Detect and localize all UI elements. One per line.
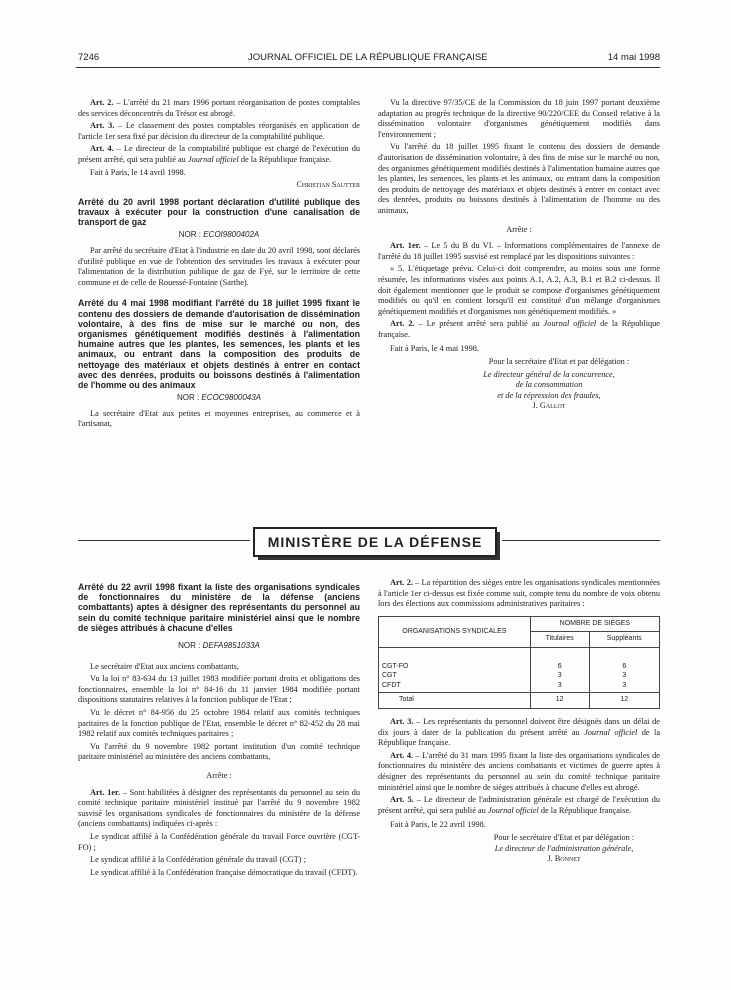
article-text: – L'arrêté du 21 mars 1996 portant réorganisation de postes comptables des services déconcentrés du Trésor est abrogé. — [78, 98, 360, 118]
suppleants-value: 3 — [622, 672, 627, 680]
article-label: Art. 2. — [390, 578, 413, 587]
nor-label: NOR : — [178, 641, 203, 651]
seats-table — [378, 616, 660, 709]
nor-reference — [78, 393, 360, 404]
article-label: Art. 3. — [90, 121, 115, 131]
article-text: – Le 5 du B du VI. – Informations complémentaires de l'annexe de l'arrêté du 18 juillet 1995 susvisé est remplacé par les dispositions suivantes : — [378, 241, 660, 261]
table-total-row — [379, 693, 660, 709]
column-top-left — [78, 98, 360, 432]
column-bottom-left — [78, 578, 360, 880]
nor-label: NOR : — [176, 393, 202, 403]
visa-paragraph: Vu le décret n° 84-956 du 25 octobre 1984 relatif aux comités techniques paritaires de la fonction publique de l'Etat, ensemble le décret n° 82-452 du 28 mai 1982 relatif aux comités techniques paritaires ; — [78, 707, 360, 739]
article-label: Art. 1er. — [390, 241, 421, 251]
nor-label: NOR : — [178, 230, 204, 240]
visa-paragraph: Vu l'arrêté du 9 novembre 1982 portant institution d'un comité technique paritaire ministériel au ministère des anciens combattants, — [78, 741, 360, 762]
header-rule — [76, 67, 660, 68]
nor-reference — [78, 230, 360, 241]
article-text: – Les représentants du personnel doivent être désignés dans un délai de dix jours à dater de la publication du présent arrêté au — [378, 717, 660, 737]
org-name: CGT — [382, 672, 397, 680]
decree-title: Arrêté du 4 mai 1998 modifiant l'arrêté du 18 juillet 1995 fixant le contenu des dossiers de demande d'autorisation de dissémination volontaire, à des fins de mise sur le marché ou non, des organismes génétiquement modifiés destinés à l'alimentation humaine autres que les plantes, les semences, les plants et les animaux, ou entrant dans la composition des produits de nettoyage des matériaux et objets destinés à entrer en contact avec des denrées, produits ou boissons destinés à l'alimentation de l'homme ou des animaux — [78, 298, 360, 390]
column-top-right — [378, 98, 660, 414]
total-label: Total — [379, 693, 531, 709]
nor-reference — [78, 641, 360, 652]
article-label: Art. 2. — [390, 319, 415, 329]
done-at: Fait à Paris, le 22 avril 1998. — [390, 820, 486, 830]
nor-code: ECOC9800043A — [201, 393, 262, 403]
nor-code: ECOI9800402A — [203, 230, 260, 240]
nor-code: DEFA9851033A — [202, 641, 260, 651]
journal-ref: Journal officiel — [584, 727, 638, 737]
article-label: Art. 1er. — [90, 787, 121, 797]
journal-ref: Journal officiel — [543, 319, 597, 329]
article-text: de la République française. — [378, 727, 660, 748]
article-text: – La répartition des sièges entre les organisations syndicales mentionnées à l'article 1er ci-dessus est fixée comme suit, compte tenu du nombre de voix obtenu lors des élections aux commissions administratives paritaires : — [378, 578, 661, 609]
total-titulaires: 12 — [530, 693, 589, 709]
article-text: – Le directeur de l'administration générale est chargé de l'exécution du présent arrêté, qui sera publié au — [378, 795, 660, 815]
suppleants-value: 6 — [622, 662, 627, 670]
article-label: Art. 4. — [390, 750, 414, 760]
column-header: Suppléants — [589, 632, 659, 648]
signatory-title: de la consommation — [515, 380, 583, 390]
suppleants-value: 3 — [622, 681, 627, 689]
article-text: de la République française. — [378, 319, 660, 339]
total-suppleants: 12 — [589, 693, 659, 709]
done-at: Fait à Paris, le 14 avril 1998. — [90, 167, 186, 177]
page-header — [78, 52, 660, 66]
article-text: – Sont habilitées à désigner des représentants du personnel au sein du comité technique paritaire ministériel institué par l'arrêté du 9 novembre 1982 susvisé les organisations syndicales de fonctionnaires du ministère de la défense (anciens combattants) indiquées ci-après : — [78, 787, 360, 829]
org-name: CGT-FO — [382, 662, 409, 670]
arrete-heading: Arrête : — [506, 224, 532, 234]
visa-paragraph: Vu la loi n° 83-634 du 13 juillet 1983 modifiée portant droits et obligations des fonctionnaires, ensemble la loi n° 84-16 du 11 janvier 1984 modifiée portant dispositions statutaires relatives à la fonction publique de l'Etat ; — [78, 674, 360, 705]
decree-title: Arrêté du 22 avril 1998 fixant la liste des organisations syndicales de fonctionnaires du ministère de la défense (anciens combattants) aptes à désigner des représentants du personnel au sein du comité technique paritaire ministériel ainsi que le nombre de sièges attribués à chacune d'elles — [78, 582, 360, 633]
org-name: CFDT — [382, 681, 401, 689]
section-rule-right — [502, 540, 660, 541]
page-number: 7246 — [78, 52, 100, 63]
decree-body: Par arrêté du secrétaire d'Etat à l'industrie en date du 20 avril 1998, sont déclarés d'utilité publique en vue de l'obtention des servitudes les travaux à exécuter pour l'alimentation de la distribution publique de gaz de Fyé, sur le territoire de cette commune et de celle de Rouessé-Fontaine (Sarthe). — [78, 245, 360, 287]
column-bottom-right — [378, 578, 660, 867]
signature: Christian Sautter — [296, 180, 360, 190]
union-item: Le syndicat affilié à la Confédération générale du travail (CGT) ; — [90, 855, 306, 865]
article-text: – Le directeur de la comptabilité publique est chargé de l'exécution du présent arrêté, qui sera publié au — [78, 144, 360, 164]
visa-paragraph: Vu la directive 97/35/CE de la Commission du 18 juin 1997 portant deuxième adaptation au progrès technique de la directive 90/220/CEE du Conseil relative à la dissémination volontaire d'organismes génétiquement modifiés dans l'environnement ; — [378, 98, 660, 139]
column-header: ORGANISATIONS SYNDICALES — [379, 616, 531, 647]
union-item: Le syndicat affilié à la Confédération française démocratique du travail (CFDT). — [90, 867, 358, 877]
journal-ref: Journal officiel — [187, 154, 239, 164]
decree-intro: La secrétaire d'Etat aux petites et moyennes entreprises, au commerce et à l'artisanat, — [78, 408, 360, 429]
article-label: Art. 4. — [90, 144, 114, 154]
signature: J. Bonnet — [547, 854, 581, 864]
done-at: Fait à Paris, le 4 mai 1998. — [390, 344, 479, 354]
article-text: de la République française. — [238, 154, 332, 164]
article-label: Art. 2. — [90, 98, 114, 107]
signature: J. Gallot — [532, 401, 566, 411]
signatory-title: et de la répression des fraudes, — [497, 390, 601, 400]
article-text: de la République française. — [538, 805, 632, 815]
column-header: NOMBRE DE SIÈGES — [530, 616, 659, 632]
article-text: – Le présent arrêté sera publié au — [414, 319, 544, 329]
table-header-row — [379, 616, 660, 632]
titulaires-value: 6 — [557, 662, 562, 670]
article-label: Art. 3. — [390, 717, 414, 727]
arrete-heading: Arrête : — [206, 770, 232, 780]
column-header: Titulaires — [530, 632, 589, 648]
article-label: Art. 5. — [390, 795, 414, 805]
quoted-text: « 5. L'étiquetage prévu. Celui-ci doit comprendre, au moins sous une forme résumée, les informations visées aux points A.1, A.2, A.3, B.1 et B.2 ci-dessus. Il doit également mentionner que le produit se compose d'organismes génétiquement modifiés ou qu'il en contient lorsqu'il est constitué d'un mélange d'organismes génétiquement modifiés et d'organismes non génétiquement modifiés. » — [378, 264, 660, 316]
titulaires-value: 3 — [557, 681, 562, 689]
journal-ref: Journal officiel — [487, 805, 539, 815]
delegation: Pour la secrétaire d'Etat et par délégation : — [488, 357, 630, 367]
issue-date: 14 mai 1998 — [607, 52, 660, 63]
visa-paragraph: Vu l'arrêté du 18 juillet 1995 fixant le contenu des dossiers de demande d'autorisation de dissémination volontaire, à des fins de mise sur le marché ou non, des organismes génétiquement modifiés destinés à l'alimentation humaine autres que les plantes, les semences, les plants et les animaux, ou entrant dans la composition des produits de nettoyage des matériaux et objets destinés à entrer en contact avec des denrées, produits ou boissons destinés à l'alimentation de l'homme ou des animaux, — [378, 142, 660, 215]
article-text: – L'arrêté du 31 mars 1995 fixant la liste des organisations syndicales de fonctionnaires du ministère des anciens combattants et victimes de guerre aptes à désigner des représentants du personnel au sein du comité technique paritaire ministériel ainsi que le nombre de sièges attribués à chacune d'elles est abrogé. — [378, 750, 660, 792]
decree-title: Arrêté du 20 avril 1998 portant déclaration d'utilité publique des travaux à exécuter pour la construction d'une canalisation de transport de gaz — [78, 196, 360, 228]
table-row — [379, 647, 660, 693]
decree-intro: Le secrétaire d'Etat aux anciens combattants, — [90, 661, 239, 671]
section-rule-left — [78, 540, 250, 541]
signatory-title: Le directeur général de la concurrence, — [483, 369, 615, 379]
article-text: – Le classement des postes comptables réorganisés en application de l'article 1er sera fixé par décision du directeur de la comptabilité publique. — [78, 121, 360, 141]
signatory-title: Le directeur de l'administration générale, — [494, 843, 634, 853]
section-banner: MINISTÈRE DE LA DÉFENSE — [253, 527, 497, 557]
journal-title: JOURNAL OFFICIEL DE LA RÉPUBLIQUE FRANÇAISE — [248, 52, 488, 63]
union-item: Le syndicat affilié à la Confédération générale du travail Force ouvrière (CGT-FO) ; — [78, 831, 360, 852]
delegation: Pour le secrétaire d'Etat et par délégation : — [493, 833, 635, 842]
titulaires-value: 3 — [557, 672, 562, 680]
